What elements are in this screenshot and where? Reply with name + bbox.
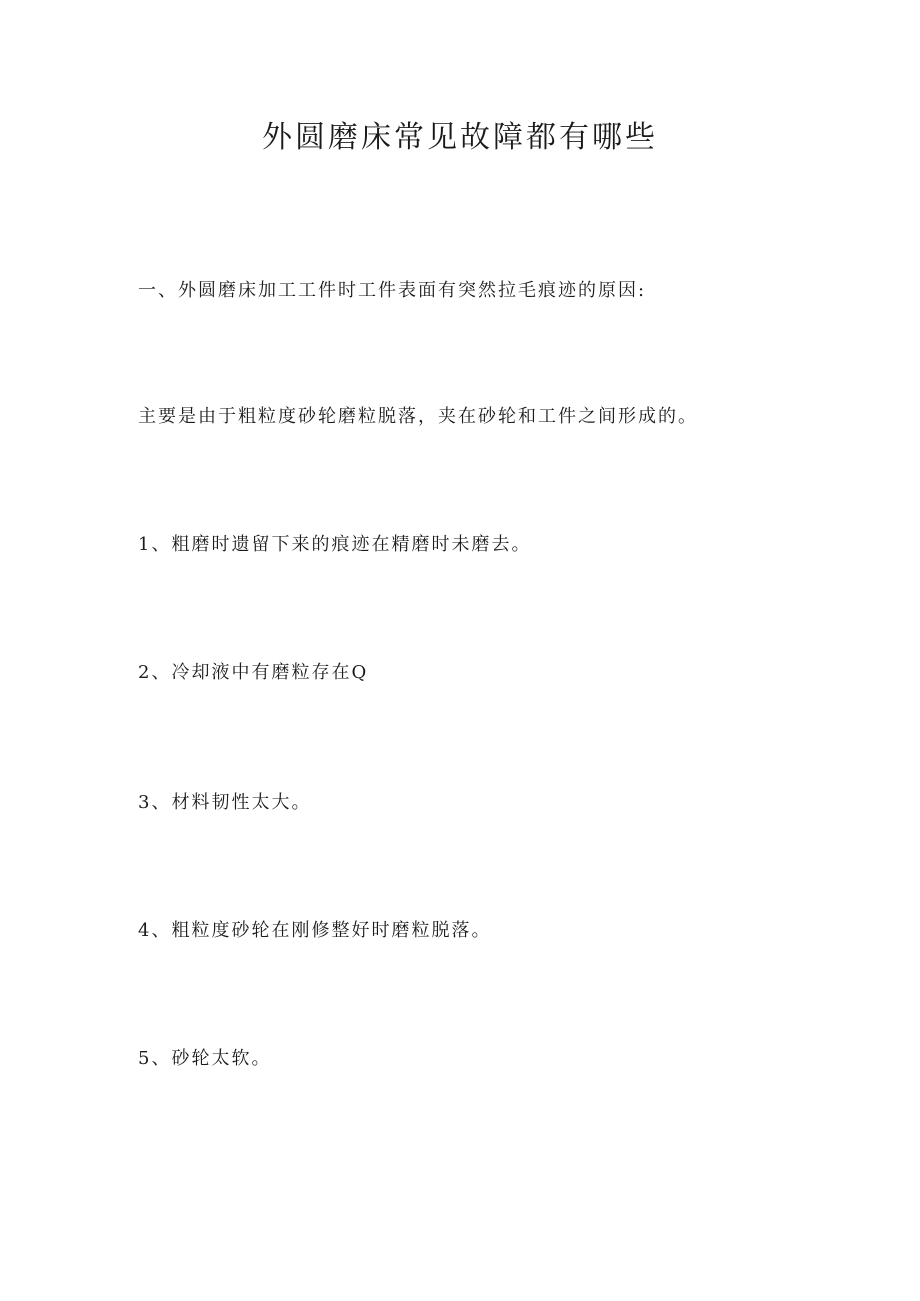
list-item: 2、冷却液中有磨粒存在Q <box>138 662 369 683</box>
list-item: 4、粗粒度砂轮在刚修整好时磨粒脱落。 <box>138 920 492 941</box>
list-item: 1、粗磨时遗留下来的痕迹在精磨时未磨去。 <box>138 534 532 555</box>
document-title: 外圆磨床常见故障都有哪些 <box>262 120 658 155</box>
list-item: 5、砂轮太软。 <box>138 1048 272 1069</box>
intro-paragraph: 主要是由于粗粒度砂轮磨粒脱落，夹在砂轮和工件之间形成的。 <box>138 406 698 427</box>
list-item: 3、材料韧性太大。 <box>138 792 312 813</box>
section-heading: 一、外圆磨床加工工件时工件表面有突然拉毛痕迹的原因: <box>138 280 647 301</box>
